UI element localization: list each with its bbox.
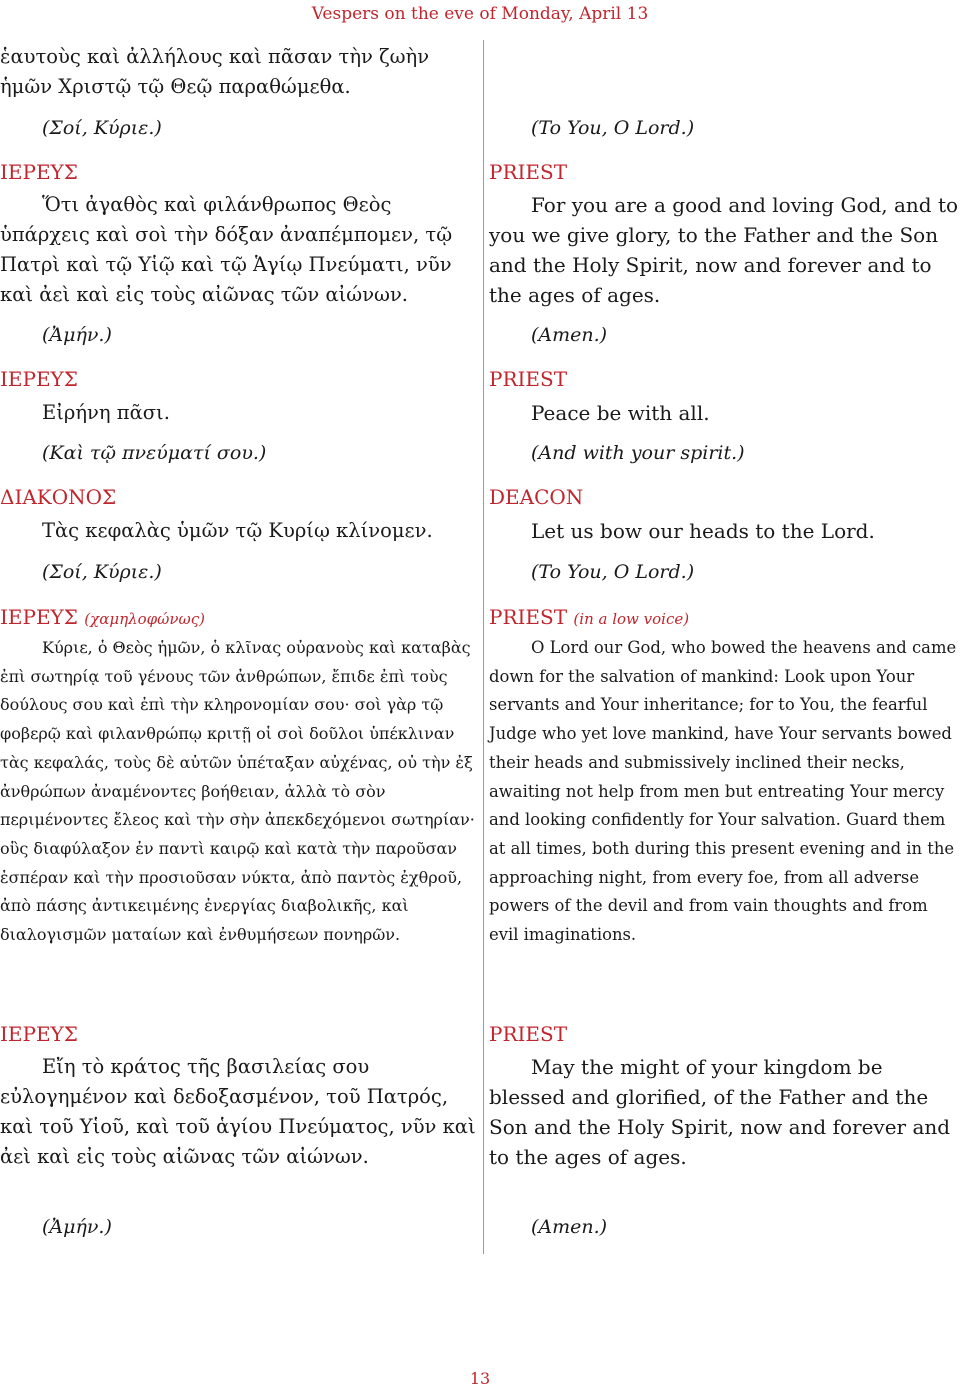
greek-response: (Ἀμήν.) [42,1216,112,1238]
english-response: (Amen.) [531,1216,608,1238]
greek-text: Εἰρήνη πᾶσι. [42,401,170,424]
greek-role-deacon: ΔΙΑΚΟΝΟΣ [0,485,117,509]
greek-role-priest: ΙΕΡΕΥΣ [0,160,78,184]
greek-intro: ἑαυτοὺς καὶ ἀλλήλους καὶ πᾶσαν τὴν ζωὴν ἡμῶν Χριστῷ τῷ Θεῷ παραθώμεθα. [0,45,430,98]
english-prayer: O Lord our God, who bowed the heavens and came down for the salvation of mankind: Look upon Your servants and Your inheritance; for to You, the fearful Judge who yet love mankind, have Your servants bowed their heads and submissively inclined their necks, awaiting not help from men but entreating Your mercy and looking confidently for Your salvation. Guard them at all times, both during this present evening and in the approaching night, from every foe, from all adverse powers of the devil and from vain thoughts and from evil imaginations. [489,638,957,945]
english-response: (To You, O Lord.) [531,117,695,139]
english-exclamation: For you are a good and loving God, and to you we give glory, to the Father and the Son and the Holy Spirit, now and forever and to the ages of ages. [489,193,959,307]
english-role-deacon: DEACON [489,485,584,509]
page-number: 13 [469,1369,491,1388]
english-exclamation: May the might of your kingdom be blessed and glorified, of the Father and the Son and the Holy Spirit, now and forever and to the ages of ages. [489,1055,951,1169]
english-role-priest: PRIEST [489,160,568,184]
column-divider [483,40,484,1254]
english-text: Peace be with all. [531,401,710,425]
greek-exclamation: Ὅτι ἀγαθὸς καὶ φιλάνθρωπος Θεὸς ὑπάρχεις καὶ σοὶ τὴν δόξαν ἀναπέμπομεν, τῷ Πατρὶ καὶ τῷ Υἱῷ καὶ τῷ Ἁγίῳ Πνεύματι, νῦν καὶ ἀεὶ καὶ εἰς τοὺς αἰῶνας τῶν αἰώνων. [0,193,453,306]
role-label: ΙΕΡΕΥΣ [0,605,78,629]
greek-role-priest: ΙΕΡΕΥΣ [0,1022,78,1046]
greek-prayer: Κύριε, ὁ Θεὸς ἡμῶν, ὁ κλῖνας οὐρανοὺς καὶ καταβὰς ἐπὶ σωτηρίᾳ τοῦ γένους τῶν ἀνθρώπων, ἔπιδε ἐπὶ τοὺς δούλους σου καὶ ἐπὶ τὴν κληρονομίαν σου· σοὶ γὰρ τῷ φοβερῷ καὶ φιλανθρώπῳ κριτῇ οἱ σοὶ δοῦλοι ὑπέκλιναν τὰς κεφαλάς, τοὺς δὲ αὐτῶν ὑπέταξαν αὐχένας, οὐ τὴν ἐξ ἀνθρώπων ἀναμένοντες βοήθειαν, ἀλλὰ τὸ σὸν περιμένοντες ἔλεος καὶ τὴν σὴν ἀπεκδεχόμενοι σωτηρίαν· οὓς διαφύλαξον ἐν παντὶ καιρῷ καὶ κατὰ τὴν παροῦσαν ἑσπέραν καὶ τὴν προσιοῦσαν νύκτα, ἀπὸ παντὸς ἐχθροῦ, ἀπὸ πάσης ἀντικειμένης ἐνεργίας διαβολικῆς, καὶ διαλογισμῶν ματαίων καὶ ἐνθυμήσεων πονηρῶν. [0,638,475,945]
role-note: (χαμηλοφώνως) [84,610,205,628]
english-response: (Amen.) [531,324,608,346]
role-label: PRIEST [489,605,568,629]
greek-response: (Σοί, Κύριε.) [42,117,162,139]
english-role-priest: PRIEST [489,367,568,391]
greek-response: (Ἀμήν.) [42,324,112,346]
greek-response: (Καὶ τῷ πνεύματί σου.) [42,442,267,464]
greek-role-priest: ΙΕΡΕΥΣ [0,367,78,391]
role-note: (in a low voice) [573,610,690,628]
greek-response: (Σοί, Κύριε.) [42,561,162,583]
english-response: (And with your spirit.) [531,442,745,464]
english-text: Let us bow our heads to the Lord. [531,519,875,543]
greek-role-priest [0,605,478,631]
english-role-priest [489,605,960,631]
english-response: (To You, O Lord.) [531,561,695,583]
greek-exclamation: Εἴη τὸ κράτος τῆς βασιλείας σου εὐλογημένον καὶ δεδοξασμένον, τοῦ Πατρός, καὶ τοῦ Υἱοῦ, καὶ τοῦ ἁγίου Πνεύματος, νῦν καὶ ἀεὶ καὶ εἰς τοὺς αἰῶνας τῶν αἰώνων. [0,1055,476,1168]
english-role-priest: PRIEST [489,1022,568,1046]
running-header: Vespers on the eve of Monday, April 13 [311,4,649,24]
greek-text: Τὰς κεφαλὰς ὑμῶν τῷ Κυρίῳ κλίνομεν. [42,519,433,542]
